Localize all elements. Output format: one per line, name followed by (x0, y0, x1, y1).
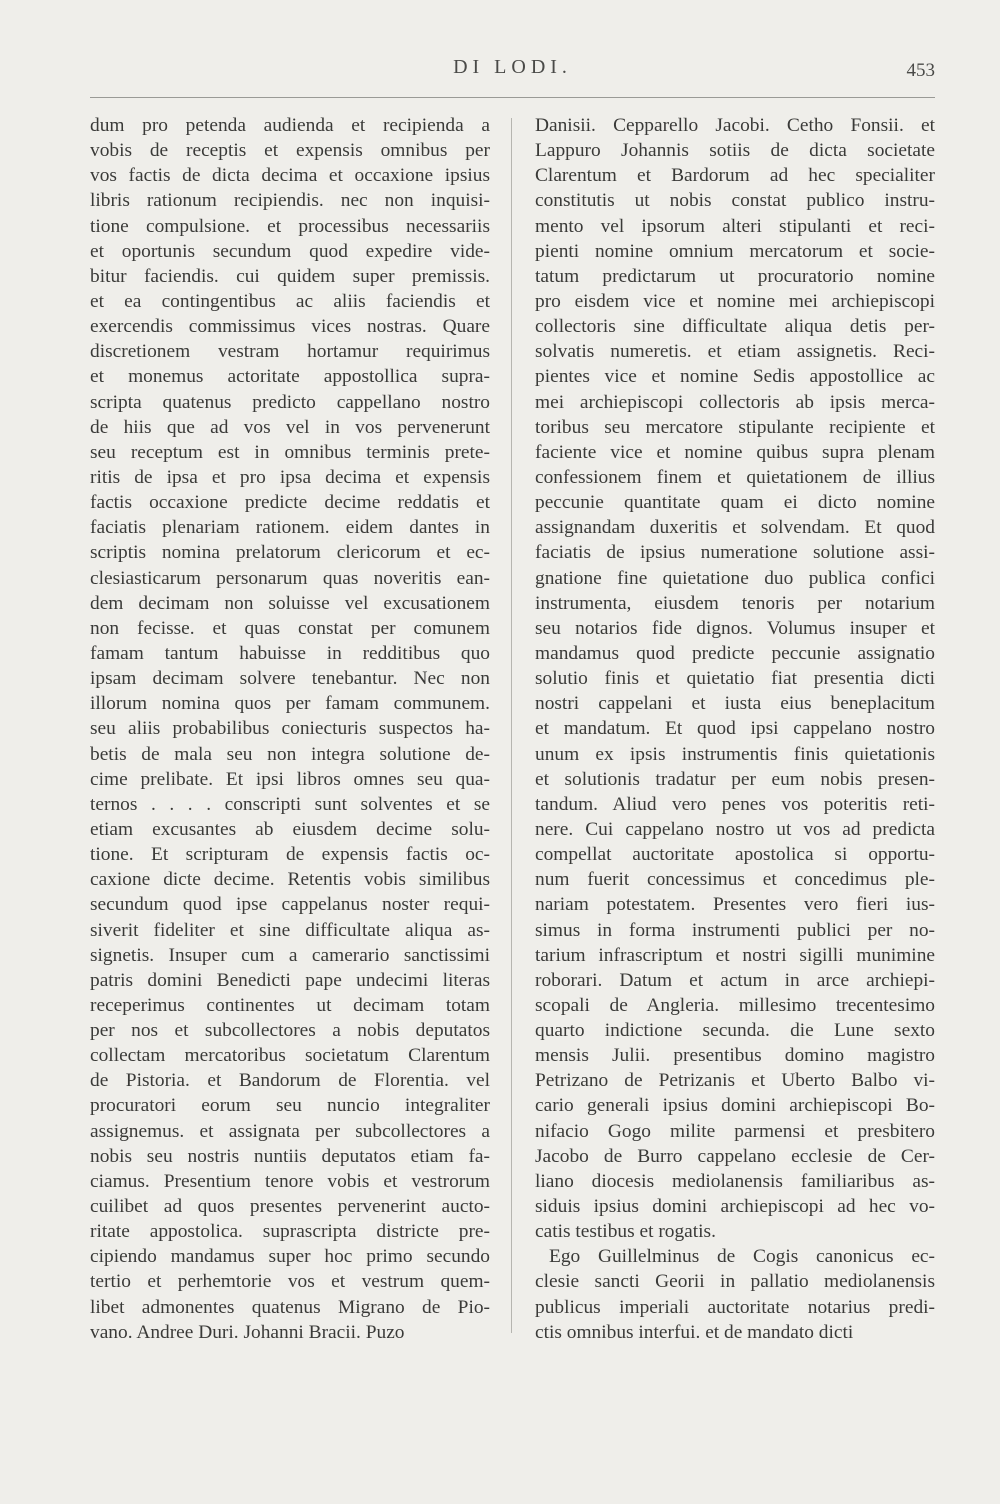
text-line: simus in forma instrumenti publici per no- (535, 919, 935, 941)
text-line: scriptis nomina prelatorum clericorum et ec- (90, 542, 490, 564)
text-line: discretionem vestram hortamur requirimus (90, 341, 490, 363)
column-divider (511, 118, 512, 1333)
text-line: dem decimam non soluisse vel excusationem (90, 592, 490, 614)
text-line: ritate appostolica. suprascripta districte pre- (90, 1221, 490, 1243)
text-line: catis testibus et rogatis. (535, 1221, 716, 1243)
text-line: unum ex ipsis instrumentis finis quietationis (535, 743, 935, 765)
text-line: libris rationum recipiendis. nec non inquisi- (90, 190, 490, 212)
text-line: collectoris sine difficultate aliqua detis per- (535, 316, 935, 338)
text-line: collectam mercatoribus societatum Clarentum (90, 1045, 490, 1067)
text-line: compellat auctoritate apostolica si opportu- (535, 844, 935, 866)
text-line: de Pistoria. et Bandorum de Florentia. vel (90, 1070, 490, 1092)
text-line: signetis. Insuper cum a camerario sanctissimi (90, 944, 490, 966)
text-line: tandum. Aliud vero penes vos poteritis reti- (535, 793, 935, 815)
text-line: Clarentum et Bardorum ad hec specialiter (535, 165, 935, 187)
text-line: de hiis que ad vos vel in vos pervenerunt (90, 416, 490, 438)
text-line: caxione dicte decime. Retentis vobis similibus (90, 869, 490, 891)
text-line: nariam potestatem. Presentes vero fieri ius- (535, 894, 935, 916)
text-line: per nos et subcollectores a nobis deputatos (90, 1020, 490, 1042)
text-line: cuilibet ad quos presentes pervenerint aucto- (90, 1196, 490, 1218)
header-rule (90, 97, 935, 98)
text-line: assignandam duxeritis et solvendam. Et quod (535, 517, 935, 539)
text-line: tione. Et scripturam de expensis factis oc- (90, 844, 490, 866)
text-line: cario generali ipsius domini archiepiscopi Bo- (535, 1095, 935, 1117)
text-line: ritis de ipsa et pro ipsa decima et expensis (90, 466, 490, 488)
text-line: roborari. Datum et actum in arce archiepi- (535, 969, 935, 991)
text-line: num fuerit concessimus et concedimus ple- (535, 869, 935, 891)
text-line: faciente vice et nomine quibus supra plenam (535, 441, 935, 463)
text-line: seu aliis probabilibus coniecturis suspectos ha- (90, 718, 490, 740)
text-line: mei archiepiscopi collectoris ab ipsis merca- (535, 391, 935, 413)
page-number: 453 (906, 60, 935, 81)
text-line: libet admonentes quatenus Migrano de Pio- (90, 1296, 490, 1318)
text-line: Jacobo de Burro cappelano ecclesie de Cer- (535, 1145, 935, 1167)
text-line: tione compulsione. et processibus necessariis (90, 215, 490, 237)
text-line: seu notarios fide dignos. Volumus insuper et (535, 617, 935, 639)
text-line: liano diocesis mediolanensis familiaribus as- (535, 1170, 935, 1192)
text-line: peccunie quantitate quam ei dicto nomine (535, 492, 935, 514)
text-line: mensis Julii. presentibus domino magistro (535, 1045, 935, 1067)
text-line: clesie sancti Georii in pallatio mediolanensis (535, 1271, 935, 1293)
text-line: constitutis ut nobis constat publico instru- (535, 190, 935, 212)
text-line: instrumenta, eiusdem tenoris per notarium (535, 592, 935, 614)
text-line: siverit fideliter et sine difficultate aliqua as- (90, 919, 490, 941)
running-title: DI LODI. (453, 56, 572, 78)
text-line: et mandatum. Et quod ipsi cappelano nostro (535, 718, 935, 740)
text-line: exercendis commissimus vices nostras. Quare (90, 316, 490, 338)
text-line: clesiasticarum personarum quas noveritis ean- (90, 567, 490, 589)
text-line: scopali de Angleria. millesimo trecentesimo (535, 994, 935, 1016)
text-line: publicus imperiali auctoritate notarius predi- (535, 1296, 935, 1318)
text-line: pienti nomine omnium mercatorum et socie- (535, 240, 935, 262)
text-line: famam tantum habuisse in redditibus quo (90, 642, 490, 664)
text-line: bitur faciendis. cui quidem super premissis. (90, 265, 490, 287)
text-line: seu receptum est in omnibus terminis prete- (90, 441, 490, 463)
text-line: etiam excusantes ab eiusdem decime solu- (90, 818, 490, 840)
text-line: betis de mala seu non integra solutione de- (90, 743, 490, 765)
text-line: vobis de receptis et expensis omnibus per (90, 140, 490, 162)
left-column (90, 113, 490, 1345)
text-line: ctis omnibus interfui. et de mandato dicti (535, 1321, 854, 1343)
right-column (535, 113, 935, 1345)
text-line: et monemus actoritate appostollica supra- (90, 366, 490, 388)
text-line: vos factis de dicta decima et occaxione ipsius (90, 165, 490, 187)
text-line: toribus seu mercatore stipulante recipiente et (535, 416, 935, 438)
text-line: secundum quod ipse cappelanus noster requi- (90, 894, 490, 916)
text-line: ternos . . . . conscripti sunt solventes et se (90, 793, 490, 815)
text-line: Lappuro Johannis sotiis de dicta societate (535, 140, 935, 162)
text-line: siduis ipsius domini archiepiscopi ad hec vo- (535, 1196, 935, 1218)
text-line: non fecisse. et quas constat per comunem (90, 617, 490, 639)
text-line: ciamus. Presentium tenore vobis et vestrorum (90, 1170, 490, 1192)
running-head (90, 56, 935, 90)
text-line: Danisii. Cepparello Jacobi. Cetho Fonsii. et (535, 115, 935, 136)
text-line: mento vel ipsorum alteri stipulanti et reci- (535, 215, 935, 237)
text-line: illorum nomina quos per famam communem. (90, 693, 490, 715)
text-line: mandamus quod predicte peccunie assignatio (535, 642, 935, 664)
text-line: scripta quatenus predicto cappellano nostro (90, 391, 490, 413)
text-line: tatum predictarum ut procuratorio nomine (535, 265, 935, 287)
text-line: procuratori eorum seu nuncio integraliter (90, 1095, 490, 1117)
text-line: cime prelibate. Et ipsi libros omnes seu qua- (90, 768, 490, 790)
text-line: vano. Andree Duri. Johanni Bracii. Puzo (90, 1321, 405, 1343)
text-line: et solutionis tradatur per eum nobis presen- (535, 768, 935, 790)
text-line: solutio finis et quietatio fiat presentia dicti (535, 668, 935, 690)
text-line: patris domini Benedicti pape undecimi literas (90, 969, 490, 991)
text-line: tertio et perhemtorie vos et vestrum quem- (90, 1271, 490, 1293)
text-line: faciatis plenariam rationem. eidem dantes in (90, 517, 490, 539)
text-line: tarium infrascriptum et nostri sigilli munimine (535, 944, 935, 966)
text-line: pro eisdem vice et nomine mei archiepiscopi (535, 290, 935, 312)
text-line: quarto indictione secunda. die Lune sexto (535, 1020, 935, 1042)
text-line: assignemus. et assignata per subcollectores a (90, 1120, 490, 1142)
text-line: et oportunis secundum quod expedire vide- (90, 240, 490, 262)
text-line: Petrizano de Petrizanis et Uberto Balbo vi- (535, 1070, 935, 1092)
text-line: Ego Guillelminus de Cogis canonicus ec- (549, 1246, 935, 1268)
text-line: faciatis de ipsius numeratione solutione assi- (535, 542, 935, 564)
text-line: factis occaxione predicte decime reddatis et (90, 492, 490, 514)
text-line: receperimus continentes ut decimam totam (90, 994, 490, 1016)
text-line: pientes vice et nomine Sedis appostollice ac (535, 366, 935, 388)
text-line: solvatis numeretis. et etiam assignetis. Reci- (535, 341, 935, 363)
text-line: dum pro petenda audienda et recipienda a (90, 115, 490, 136)
text-line: confessionem finem et quietationem de illius (535, 466, 935, 488)
text-line: nostri cappelani et iusta eius beneplacitum (535, 693, 935, 715)
text-line: gnatione fine quietatione duo publica confici (535, 567, 935, 589)
text-line: ipsam decimam solvere tenebantur. Nec non (90, 668, 490, 690)
text-line: cipiendo mandamus super hoc primo secundo (90, 1246, 490, 1268)
text-line: et ea contingentibus ac aliis faciendis et (90, 290, 490, 312)
text-line: nobis seu nostris nuntiis deputatos etiam fa- (90, 1145, 490, 1167)
text-line: nere. Cui cappelano nostro ut vos ad predicta (535, 818, 935, 840)
text-line: nifacio Gogo milite parmensi et presbitero (535, 1120, 935, 1142)
